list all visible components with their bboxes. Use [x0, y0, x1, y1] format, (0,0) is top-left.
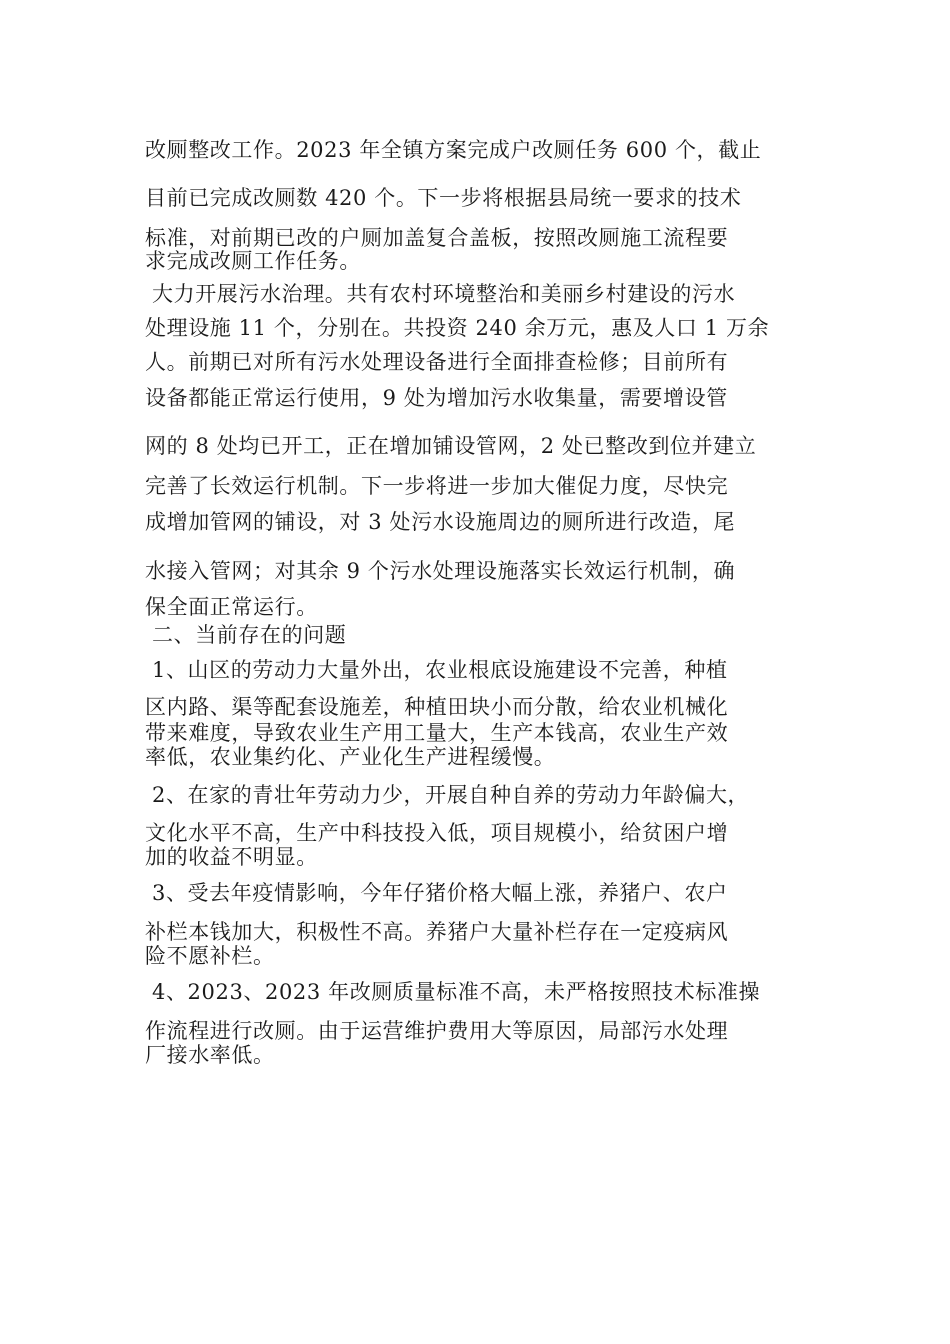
text-line: 求完成改厕工作任务。	[145, 249, 361, 273]
text-line: 加的收益不明显。	[145, 845, 318, 869]
text-line: 目前已完成改厕数 420 个。下一步将根据县局统一要求的技术	[145, 186, 742, 210]
text-line: 区内路、渠等配套设施差，种植田块小而分散，给农业机械化	[145, 695, 729, 719]
text-line: 文化水平不高，生产中科技投入低，项目规模小，给贫困户增	[145, 821, 729, 845]
text-line: 改厕整改工作。2023 年全镇方案完成户改厕任务 600 个，截止	[145, 138, 762, 162]
text-line: 1、山区的劳动力大量外出，农业根底设施建设不完善，种植	[152, 658, 728, 682]
text-line: 补栏本钱加大，积极性不高。养猪户大量补栏存在一定疫病风	[145, 920, 729, 944]
text-line: 厂接水率低。	[145, 1043, 275, 1067]
text-line: 险不愿补栏。	[145, 944, 275, 968]
text-line: 设备都能正常运行使用，9 处为增加污水收集量，需要增设管	[145, 386, 728, 410]
text-line: 处理设施 11 个，分别在。共投资 240 余万元，惠及人口 1 万余	[145, 316, 770, 340]
text-line: 4、2023、2023 年改厕质量标准不高，未严格按照技术标准操	[152, 980, 761, 1004]
text-line: 水接入管网；对其余 9 个污水处理设施落实长效运行机制，确	[145, 559, 736, 583]
text-line: 带来难度，导致农业生产用工量大，生产本钱高，农业生产效	[145, 721, 729, 745]
text-line: 成增加管网的铺设，对 3 处污水设施周边的厕所进行改造，尾	[145, 510, 736, 534]
text-line: 大力开展污水治理。共有农村环境整治和美丽乡村建设的污水	[152, 282, 736, 306]
text-line: 人。前期已对所有污水处理设备进行全面排查检修；目前所有	[145, 350, 729, 374]
text-line: 网的 8 处均已开工，正在增加铺设管网，2 处已整改到位并建立	[145, 434, 757, 458]
text-line: 保全面正常运行。	[145, 595, 318, 619]
text-line: 2、在家的青壮年劳动力少，开展自种自养的劳动力年龄偏大，	[152, 783, 750, 807]
text-line: 完善了长效运行机制。下一步将进一步加大催促力度，尽快完	[145, 474, 729, 498]
section-heading: 二、当前存在的问题	[152, 623, 347, 647]
text-line: 标准，对前期已改的户厕加盖复合盖板，按照改厕施工流程要	[145, 226, 729, 250]
text-line: 3、受去年疫情影响，今年仔猪价格大幅上涨，养猪户、农户	[152, 881, 728, 905]
text-line: 作流程进行改厕。由于运营维护费用大等原因，局部污水处理	[145, 1019, 729, 1043]
text-line: 率低，农业集约化、产业化生产进程缓慢。	[145, 745, 556, 769]
